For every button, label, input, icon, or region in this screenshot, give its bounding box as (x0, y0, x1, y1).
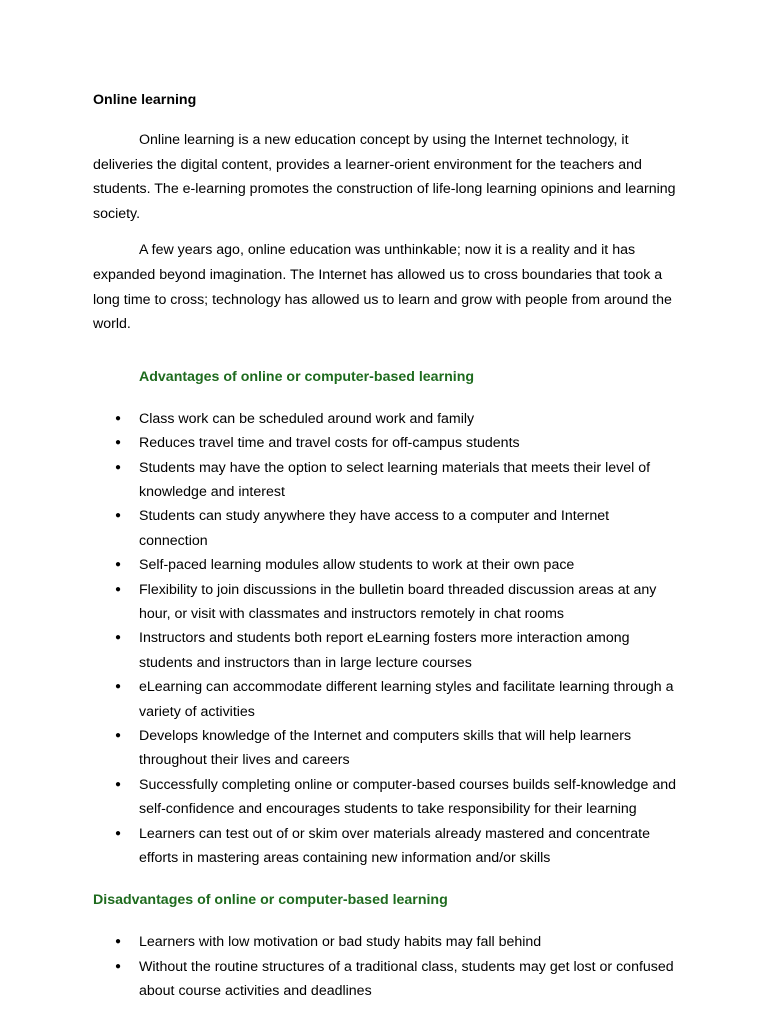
list-item-text: Successfully completing online or computer-based courses builds self-knowledge and self-confidence and encourages students to take responsibility for their learning (139, 776, 677, 818)
disadvantages-heading: Disadvantages of online or computer-based learning (93, 892, 448, 909)
list-item-text: Self-paced learning modules allow students to work at their own pace (139, 557, 575, 574)
list-item (93, 822, 678, 871)
list-item-text: Students can study anywhere they have access to a computer and Internet connection (139, 508, 610, 549)
list-item (93, 431, 678, 455)
list-item-text: Learners with low motivation or bad study habits may fall behind (139, 934, 542, 951)
bullet-icon: ● (115, 510, 122, 522)
list-item-text: Flexibility to join discussions in the bulletin board threaded discussion areas at any hour, or visit with classmates and instructors remotely in chat rooms (139, 581, 657, 622)
bullet-icon: ● (115, 827, 122, 839)
intro-paragraph: Online learning is a new education concept by using the Internet technology, it deliveries the digital content, provides a learner-orient environment for the teachers and students. The e-learning promotes the construction of life-long learning opinions and learning society. (93, 132, 676, 222)
document-page (93, 90, 678, 1004)
list-item (93, 456, 678, 505)
list-item-text: Instructors and students both report eLearning fosters more interaction among students and instructors than in large lecture courses (139, 630, 630, 671)
list-item-text: Class work can be scheduled around work and family (139, 410, 475, 427)
list-item (93, 407, 678, 431)
bullet-icon: ● (115, 412, 122, 424)
list-item (93, 955, 678, 1004)
bullet-icon: ● (115, 461, 122, 473)
list-item-text: Without the routine structures of a traditional class, students may get lost or confused about course activities and deadlines (139, 958, 674, 1000)
list-item-text: Reduces travel time and travel costs for off-campus students (139, 435, 520, 452)
list-item (93, 773, 678, 822)
list-item (93, 578, 678, 627)
list-item (93, 504, 678, 553)
advantages-list (93, 407, 678, 871)
bullet-icon: ● (115, 960, 122, 972)
bullet-icon: ● (115, 681, 122, 693)
bullet-icon: ● (115, 583, 122, 595)
list-item (93, 724, 678, 773)
bullet-icon: ● (115, 559, 122, 571)
list-item-text: eLearning can accommodate different learning styles and facilitate learning through a variety of activities (139, 679, 674, 720)
list-item-text: Students may have the option to select learning materials that meets their level of knowledge and interest (139, 459, 651, 500)
list-item-text: Develops knowledge of the Internet and computers skills that will help learners throughout their lives and careers (139, 728, 632, 769)
bullet-icon: ● (115, 936, 122, 948)
bullet-icon: ● (115, 632, 122, 644)
document-title: Online learning (93, 92, 197, 108)
bullet-icon: ● (115, 730, 122, 742)
disadvantages-list (93, 930, 678, 1003)
bullet-icon: ● (115, 778, 122, 790)
list-item (93, 553, 678, 577)
history-paragraph: A few years ago, online education was unthinkable; now it is a reality and it has expanded beyond imagination. The Internet has allowed us to cross boundaries that took a long time to cross; technology has allowed us to learn and grow with people from around the world. (93, 242, 672, 333)
list-item-text: Learners can test out of or skim over materials already mastered and concentrate efforts in mastering areas containing new information and/or skills (139, 825, 650, 867)
advantages-heading: Advantages of online or computer-based learning (139, 368, 475, 385)
bullet-icon: ● (115, 437, 122, 449)
list-item (93, 930, 678, 954)
list-item (93, 626, 678, 675)
list-item (93, 675, 678, 724)
